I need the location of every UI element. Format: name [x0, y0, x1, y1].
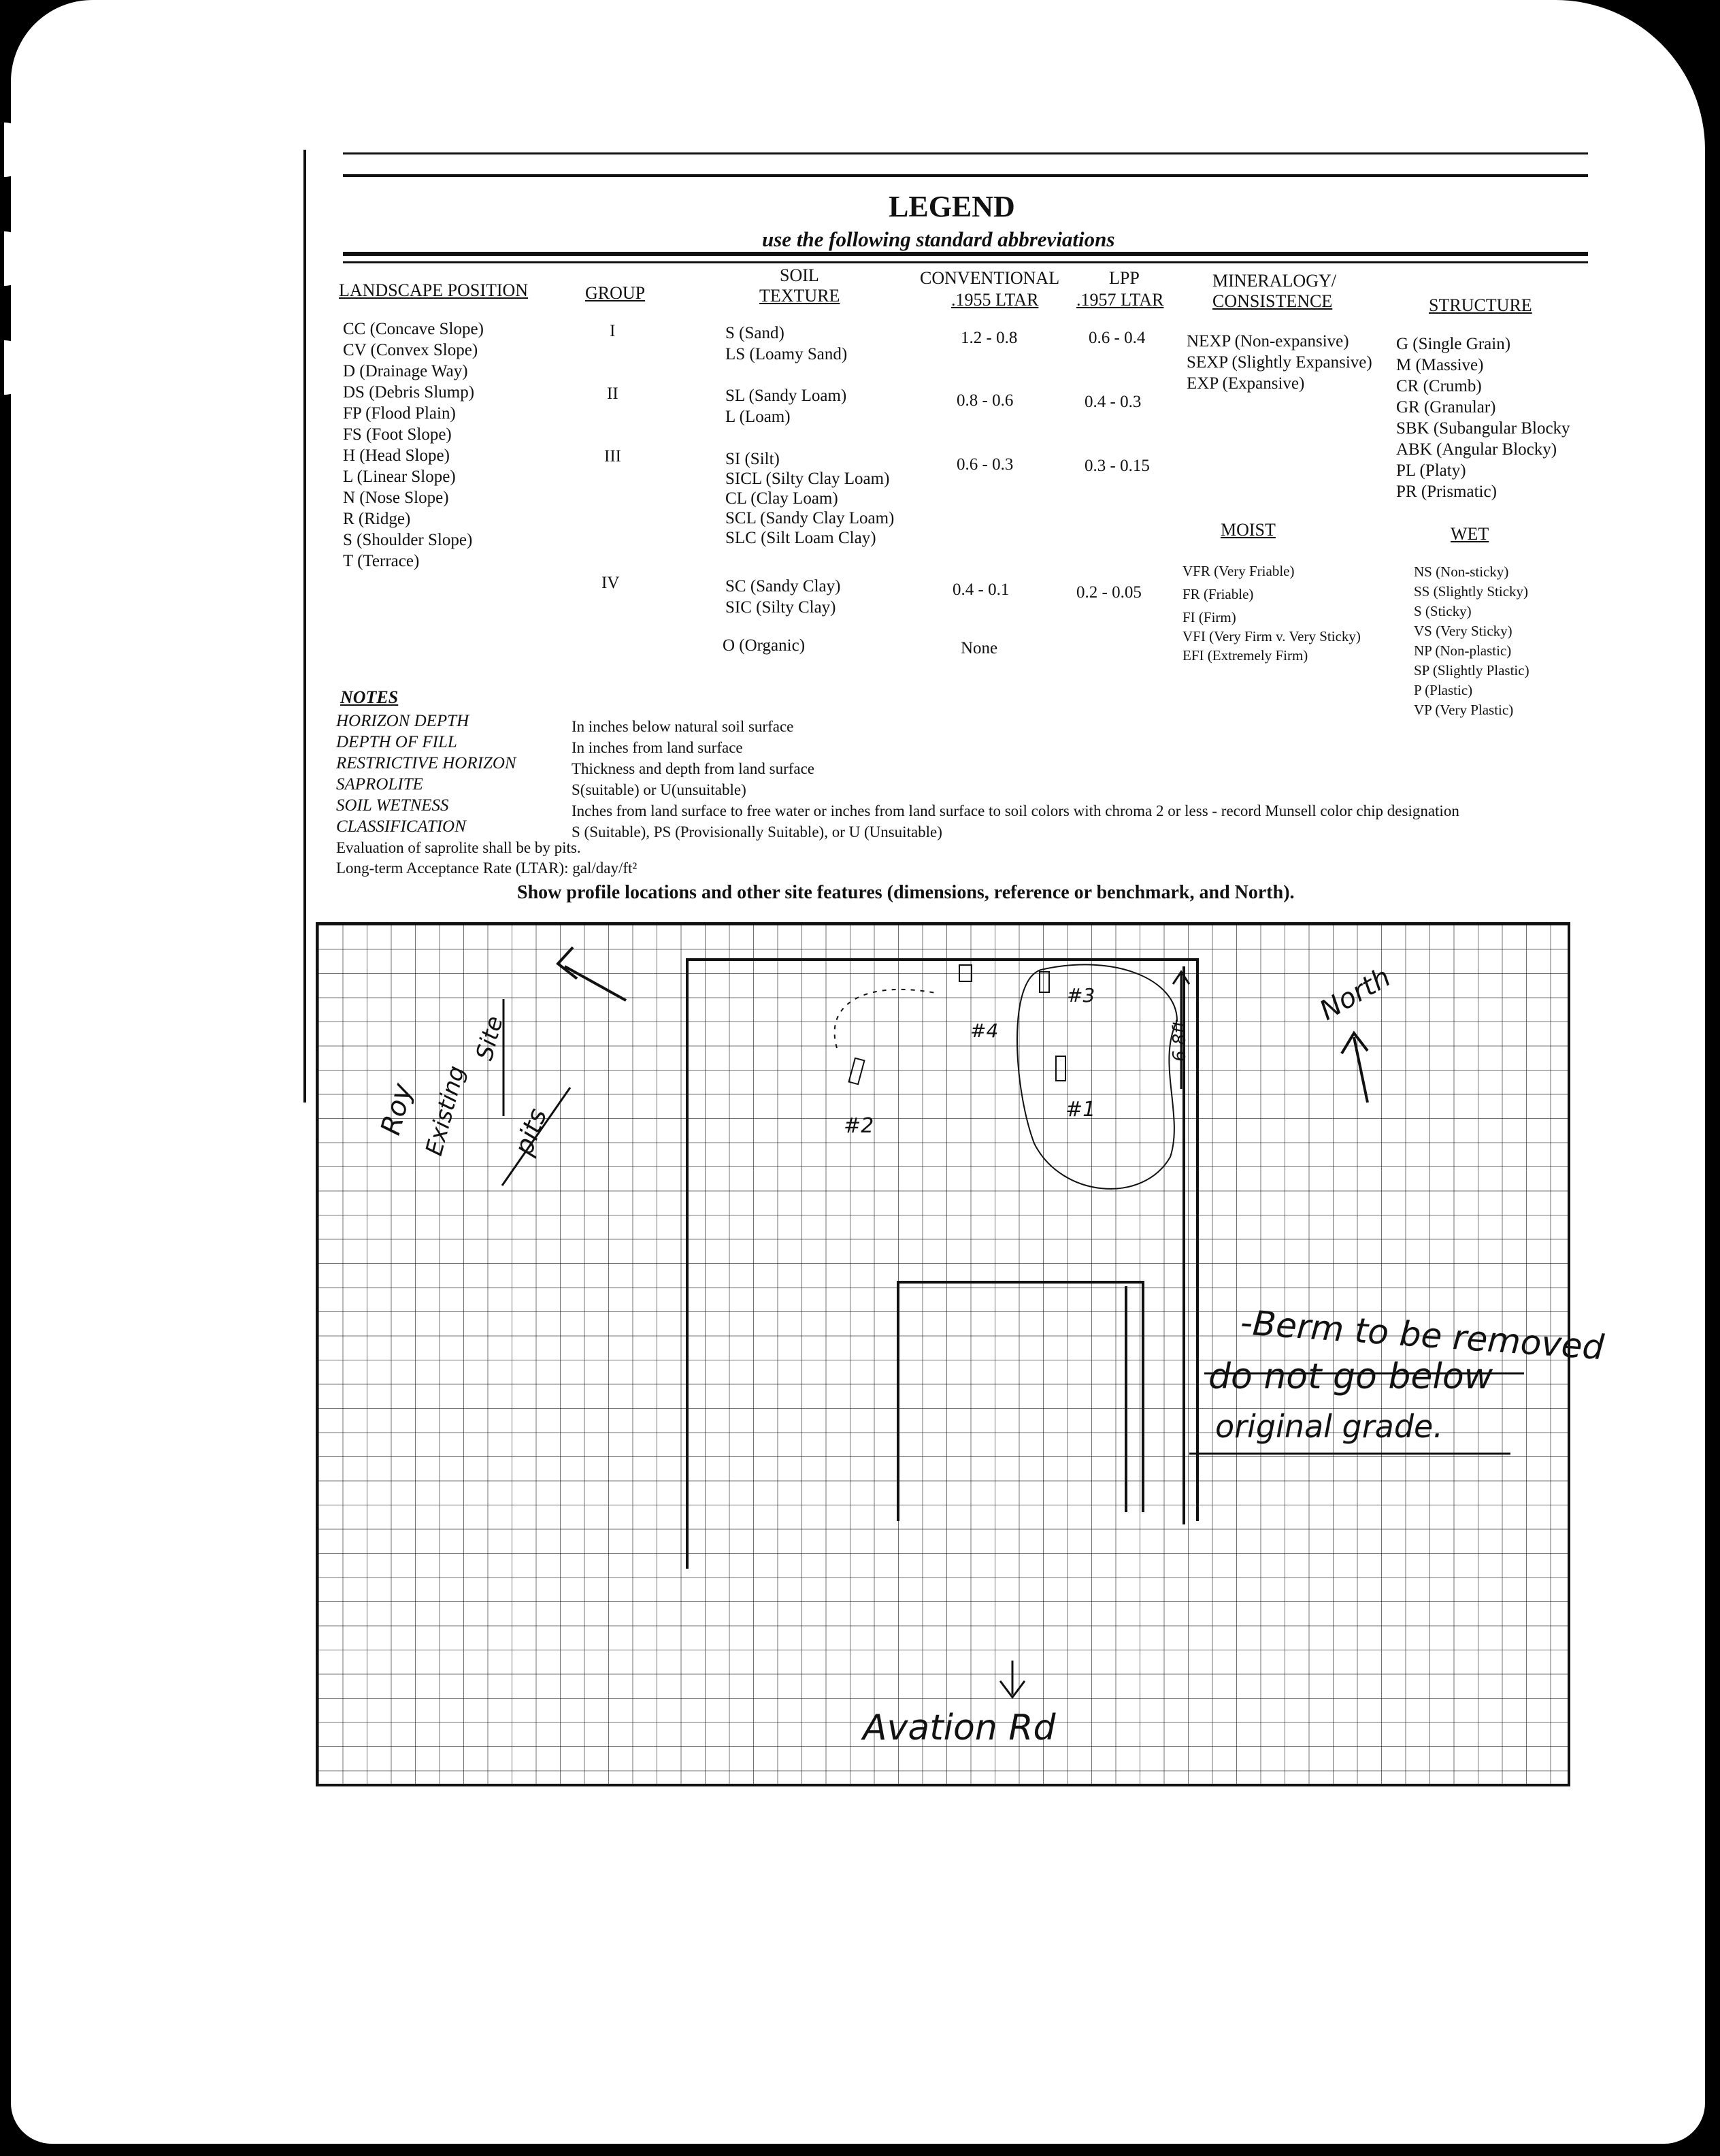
note-label: DEPTH OF FILL	[336, 733, 457, 751]
header-landscape: LANDSCAPE POSITION	[339, 280, 529, 300]
list-item: S (Shoulder Slope)	[343, 531, 473, 549]
pit-label: #4	[970, 1019, 999, 1042]
note-label: HORIZON DEPTH	[336, 712, 469, 730]
header-conventional: CONVENTIONAL	[920, 268, 1060, 288]
group-4: IV	[601, 574, 620, 592]
list-item: FR (Friable)	[1182, 586, 1254, 602]
form-sheet	[11, 0, 1705, 2144]
list-item: P (Plastic)	[1414, 682, 1473, 698]
mineralogy-list	[1187, 331, 1372, 394]
list-item: L (Loam)	[725, 408, 791, 426]
conv-value: 1.2 - 0.8	[961, 329, 1018, 347]
header-group: GROUP	[585, 283, 646, 303]
list-item: CV (Convex Slope)	[343, 341, 478, 359]
list-item: S (Sticky)	[1414, 603, 1472, 619]
header-moist: MOIST	[1221, 520, 1276, 540]
lpp-value: 0.4 - 0.3	[1085, 393, 1142, 411]
header-texture: TEXTURE	[759, 286, 840, 306]
texture-group-2	[725, 385, 846, 427]
group-1: I	[610, 322, 616, 340]
texture-group-3	[725, 449, 894, 548]
list-item: G (Single Grain)	[1396, 335, 1511, 353]
ltar-definition: Long-term Acceptance Rate (LTAR): gal/day/ft²	[336, 860, 638, 877]
lpp-value: 0.6 - 0.4	[1089, 329, 1146, 347]
note-value: Thickness and depth from land surface	[572, 760, 815, 777]
list-item: NEXP (Non-expansive)	[1187, 332, 1349, 350]
binder-tab	[4, 122, 31, 177]
rule	[343, 252, 1588, 256]
note-label: SOIL WETNESS	[336, 796, 449, 815]
list-item: SBK (Subangular Blocky	[1396, 419, 1570, 438]
list-item: SLC (Silt Loam Clay)	[725, 529, 876, 547]
header-consistence: CONSISTENCE	[1212, 291, 1333, 311]
list-item: SICL (Silty Clay Loam)	[725, 470, 890, 488]
header-lpp-ltar: .1957 LTAR	[1076, 290, 1164, 310]
list-item: PR (Prismatic)	[1396, 483, 1497, 501]
berm-note: do not go below	[1208, 1356, 1493, 1397]
list-item: N (Nose Slope)	[343, 489, 449, 507]
list-item: CL (Clay Loam)	[725, 489, 838, 508]
header-conv-ltar: .1955 LTAR	[951, 290, 1039, 310]
list-item: DS (Debris Slump)	[343, 383, 475, 402]
list-item: CR (Crumb)	[1396, 377, 1482, 395]
list-item: NP (Non-plastic)	[1414, 642, 1512, 659]
note-label: SAPROLITE	[336, 775, 423, 794]
list-item: M (Massive)	[1396, 356, 1484, 374]
list-item: CC (Concave Slope)	[343, 320, 484, 338]
legend-title: LEGEND	[889, 190, 1015, 223]
pit-label: #3	[1067, 984, 1095, 1007]
list-item: EXP (Expansive)	[1187, 374, 1305, 393]
note-value: S (Suitable), PS (Provisionally Suitable), or U (Unsuitable)	[572, 823, 942, 840]
dimension-label: 6.8ft	[1170, 1020, 1190, 1062]
list-item: L (Linear Slope)	[343, 468, 456, 486]
group-2: II	[607, 385, 618, 403]
sketch-instruction: Show profile locations and other site features (dimensions, reference or benchmark, and North).	[517, 882, 1295, 903]
conv-value: 0.4 - 0.1	[953, 581, 1010, 599]
notes-title: NOTES	[340, 687, 399, 707]
notes-values	[572, 716, 1459, 843]
list-item: FS (Foot Slope)	[343, 425, 452, 444]
list-item: SI (Silt)	[725, 450, 780, 468]
note-value: S(suitable) or U(unsuitable)	[572, 781, 746, 798]
binder-tab	[4, 231, 31, 286]
rule	[343, 174, 1588, 177]
list-item: EFI (Extremely Firm)	[1182, 647, 1308, 664]
list-item: LS (Loamy Sand)	[725, 345, 848, 363]
list-item: R (Ridge)	[343, 510, 411, 528]
header-soil: SOIL	[780, 265, 819, 285]
note-value: In inches from land surface	[572, 739, 743, 756]
note-label: CLASSIFICATION	[336, 817, 466, 836]
pit-label: #1	[1065, 1098, 1096, 1122]
note-value: In inches below natural soil surface	[572, 718, 794, 735]
binder-tab	[4, 340, 31, 395]
list-item: H (Head Slope)	[343, 446, 450, 465]
list-item: FP (Flood Plain)	[343, 404, 456, 423]
list-item: SS (Slightly Sticky)	[1414, 583, 1529, 600]
note-value: Inches from land surface to free water or inches from land surface to soil colors with chroma 2 or less - record Munsell color chip designation	[572, 802, 1459, 819]
lpp-value: 0.3 - 0.15	[1085, 457, 1150, 475]
list-item: SCL (Sandy Clay Loam)	[725, 509, 895, 527]
site-note: Site	[471, 1013, 509, 1064]
header-structure: STRUCTURE	[1429, 295, 1532, 315]
list-item: ABK (Angular Blocky)	[1396, 440, 1557, 459]
texture-group-4	[725, 576, 840, 618]
list-item: GR (Granular)	[1396, 398, 1496, 416]
rule	[343, 152, 1588, 154]
texture-group-1	[725, 323, 847, 365]
header-lpp: LPP	[1109, 268, 1140, 288]
list-item: D (Drainage Way)	[343, 362, 468, 380]
list-item: S (Sand)	[725, 324, 784, 342]
conv-value: None	[961, 639, 998, 657]
site-note: Roy	[375, 1080, 419, 1139]
texture-organic: O (Organic)	[723, 636, 806, 655]
list-item: SL (Sandy Loam)	[725, 387, 847, 405]
list-item: NS (Non-sticky)	[1414, 564, 1509, 580]
conv-value: 0.8 - 0.6	[957, 391, 1014, 410]
group-3: III	[604, 447, 621, 466]
wet-list	[1414, 562, 1529, 720]
structure-list	[1396, 333, 1570, 502]
list-item: SC (Sandy Clay)	[725, 577, 841, 595]
lpp-value: 0.2 - 0.05	[1076, 583, 1142, 602]
road-label: Avation Rd	[863, 1708, 1056, 1748]
list-item: FI (Firm)	[1182, 609, 1236, 625]
north-label: North	[1314, 961, 1396, 1027]
berm-note: -Berm to be removed	[1239, 1303, 1606, 1368]
list-item: VP (Very Plastic)	[1414, 702, 1514, 718]
header-mineralogy: MINERALOGY/	[1212, 271, 1336, 291]
note-label: RESTRICTIVE HORIZON	[336, 754, 516, 772]
header-wet: WET	[1451, 524, 1489, 544]
notes-labels	[336, 710, 516, 837]
list-item: SP (Slightly Plastic)	[1414, 662, 1529, 679]
list-item: VFI (Very Firm v. Very Sticky)	[1182, 628, 1361, 644]
list-item: VS (Very Sticky)	[1414, 623, 1512, 639]
pit-label: #2	[844, 1114, 874, 1138]
berm-note: original grade.	[1215, 1408, 1443, 1445]
moist-list	[1182, 559, 1361, 667]
list-item: VFR (Very Friable)	[1182, 563, 1295, 579]
list-item: SIC (Silty Clay)	[725, 598, 836, 617]
site-sketch-grid	[316, 922, 1570, 1786]
landscape-list	[343, 318, 484, 572]
conv-value: 0.6 - 0.3	[957, 455, 1014, 474]
site-note: pits	[508, 1104, 553, 1160]
rule	[343, 261, 1588, 263]
list-item: T (Terrace)	[343, 552, 420, 570]
legend-subtitle: use the following standard abbreviations	[762, 227, 1115, 251]
site-note: Existing	[420, 1062, 471, 1159]
saprolite-evaluation: Evaluation of saprolite shall be by pits.	[336, 839, 581, 856]
list-item: SEXP (Slightly Expansive)	[1187, 353, 1372, 372]
margin-rule	[303, 150, 306, 1102]
list-item: PL (Platy)	[1396, 461, 1466, 480]
